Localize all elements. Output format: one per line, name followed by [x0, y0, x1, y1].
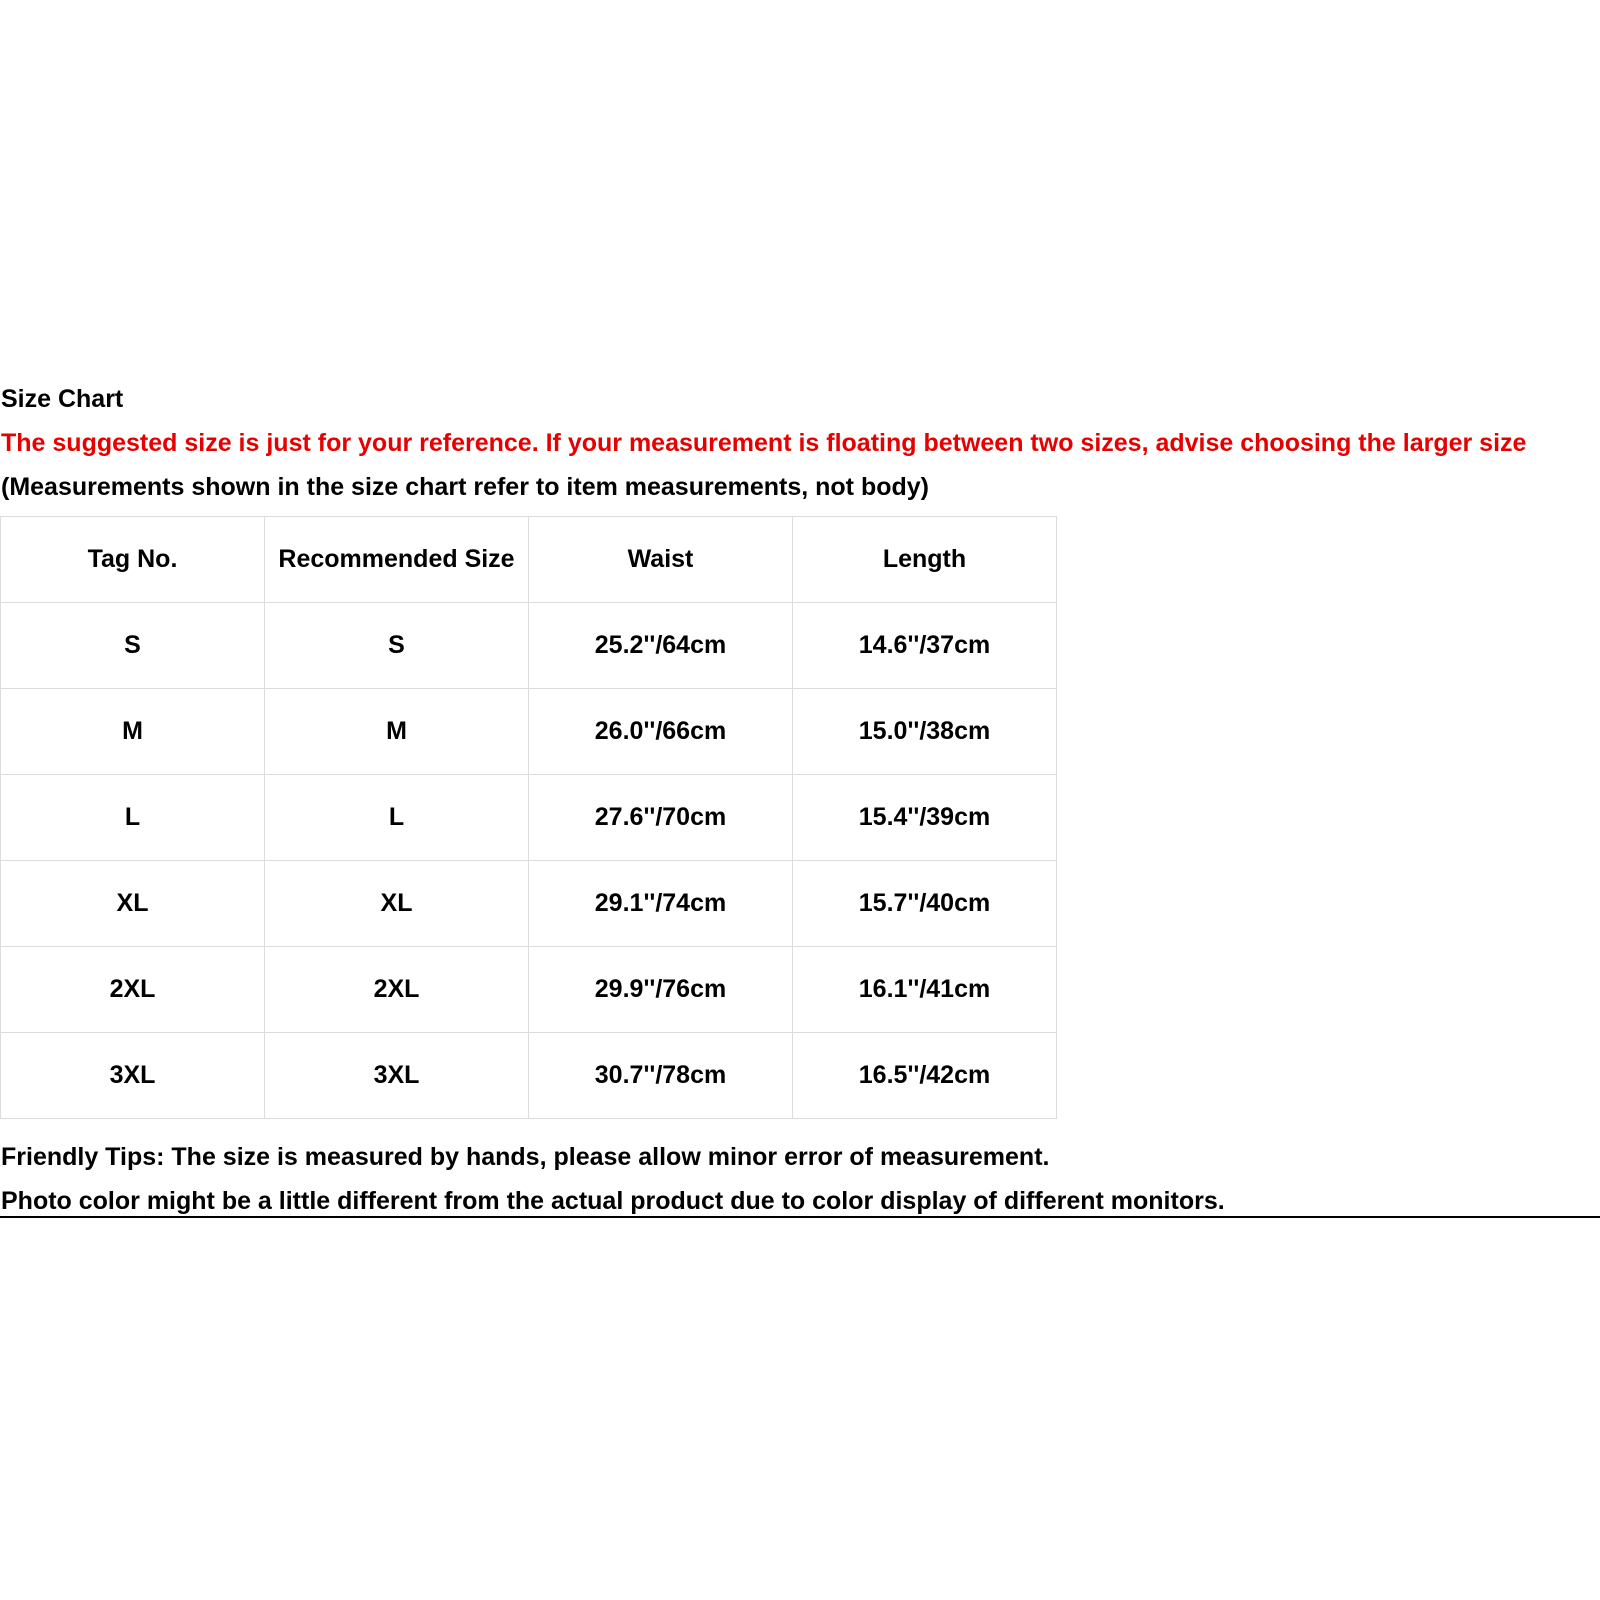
table-header-row [1, 517, 1057, 603]
cell-tag-no: L [1, 775, 265, 861]
measurement-note: (Measurements shown in the size chart refer to item measurements, not body) [1, 473, 929, 501]
friendly-tips: Friendly Tips: The size is measured by hands, please allow minor error of measurement. [1, 1143, 1050, 1171]
cell-recommended-size: 3XL [265, 1033, 529, 1119]
cell-length: 15.0''/38cm [793, 689, 1057, 775]
size-notice: The suggested size is just for your reference. If your measurement is floating between two sizes, advise choosing the larger size [1, 429, 1527, 457]
table-row [1, 689, 1057, 775]
header-recommended-size: Recommended Size [265, 517, 529, 603]
header-tag-no: Tag No. [1, 517, 265, 603]
table-row [1, 1033, 1057, 1119]
cell-tag-no: 2XL [1, 947, 265, 1033]
cell-waist: 26.0''/66cm [529, 689, 793, 775]
cell-length: 15.4''/39cm [793, 775, 1057, 861]
cell-waist: 27.6''/70cm [529, 775, 793, 861]
table-row [1, 861, 1057, 947]
cell-tag-no: XL [1, 861, 265, 947]
cell-tag-no: S [1, 603, 265, 689]
cell-recommended-size: XL [265, 861, 529, 947]
cell-waist: 25.2''/64cm [529, 603, 793, 689]
cell-recommended-size: L [265, 775, 529, 861]
cell-waist: 29.1''/74cm [529, 861, 793, 947]
photo-color-note: Photo color might be a little different from the actual product due to color display of different monitors. [1, 1187, 1225, 1215]
cell-waist: 30.7''/78cm [529, 1033, 793, 1119]
cell-length: 15.7''/40cm [793, 861, 1057, 947]
header-waist: Waist [529, 517, 793, 603]
cell-recommended-size: S [265, 603, 529, 689]
cell-tag-no: 3XL [1, 1033, 265, 1119]
cell-length: 16.5''/42cm [793, 1033, 1057, 1119]
header-length: Length [793, 517, 1057, 603]
divider-line [0, 1216, 1600, 1218]
table-row [1, 775, 1057, 861]
cell-length: 14.6''/37cm [793, 603, 1057, 689]
cell-recommended-size: M [265, 689, 529, 775]
table-row [1, 603, 1057, 689]
cell-tag-no: M [1, 689, 265, 775]
table-row [1, 947, 1057, 1033]
size-table [0, 516, 1057, 1119]
cell-recommended-size: 2XL [265, 947, 529, 1033]
cell-waist: 29.9''/76cm [529, 947, 793, 1033]
size-chart-title: Size Chart [1, 385, 124, 413]
cell-length: 16.1''/41cm [793, 947, 1057, 1033]
